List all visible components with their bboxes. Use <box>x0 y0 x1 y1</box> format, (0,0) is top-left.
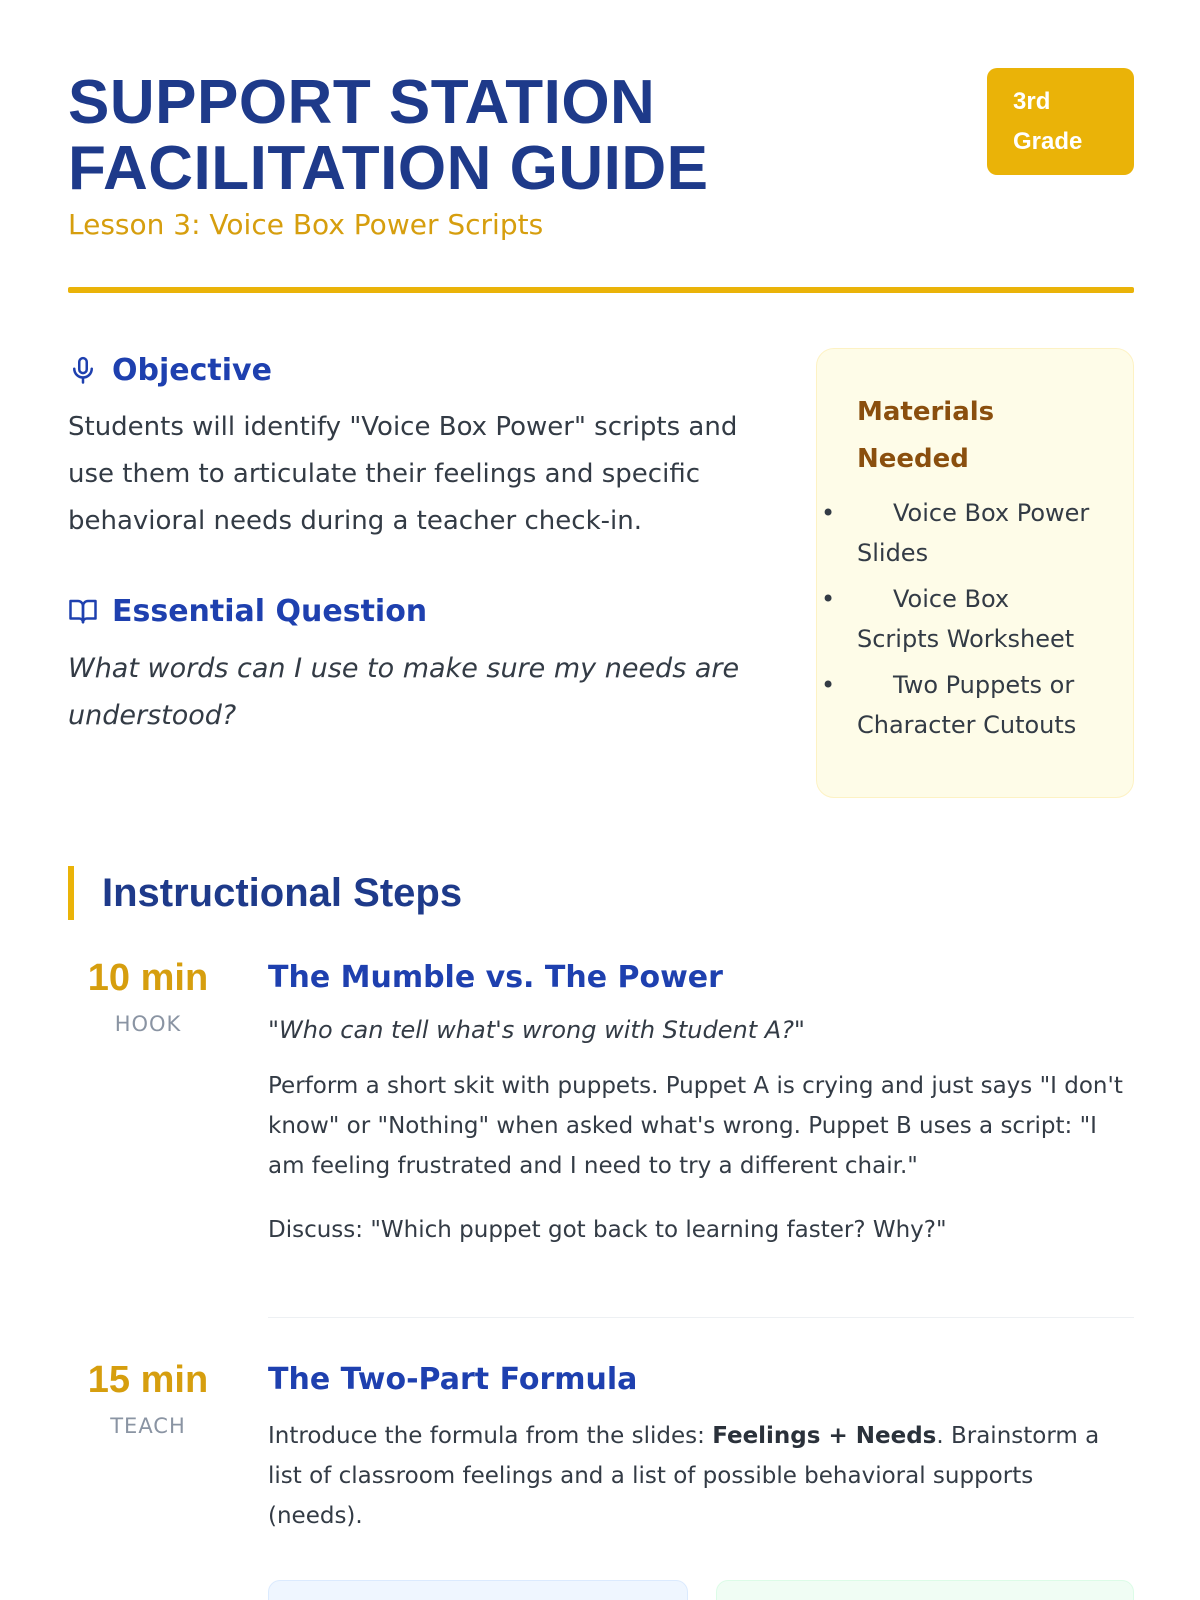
step-tag: HOOK <box>114 1012 182 1036</box>
list-item: • Voice Box Scripts Worksheet <box>857 579 1093 659</box>
essential-question-text: What words can I use to make sure my needs are understood? <box>68 653 740 731</box>
list-item: • Two Puppets or Character Cutouts <box>857 665 1093 745</box>
open-book-icon <box>68 596 98 626</box>
step-tag: TEACH <box>110 1414 186 1438</box>
needs-card <box>716 1580 1134 1600</box>
instructional-steps-heading: Instructional Steps <box>68 866 462 920</box>
time-value: 10 min <box>87 957 209 999</box>
page-header <box>68 70 1134 241</box>
formula-intro: Introduce the formula from the slides: <box>268 1423 713 1449</box>
step-title: The Mumble vs. The Power <box>268 960 723 995</box>
page-title: SUPPORT STATION FACILITATION GUIDE <box>68 68 709 203</box>
materials-heading: Materials Needed <box>857 397 995 474</box>
step-title: The Two-Part Formula <box>268 1362 638 1397</box>
grade-badge: 3rd Grade <box>987 68 1134 175</box>
materials-list <box>857 493 1093 745</box>
essential-question-label: Essential Question <box>112 593 428 629</box>
step-time <box>68 956 228 1036</box>
objective-text: Students will identify "Voice Box Power" scripts and use them to articulate their feelings and specific behavioral needs during a teacher check-in. <box>68 412 738 536</box>
microphone-icon <box>68 355 98 385</box>
feelings-card <box>268 1580 688 1600</box>
step-divider <box>268 1317 1134 1318</box>
formula-rest: . Brainstorm a list of classroom feelings and a list of possible behavioral supports (needs). <box>268 1423 1100 1529</box>
essential-question-heading <box>68 591 778 631</box>
header-divider <box>68 287 1134 293</box>
step-time <box>68 1358 228 1438</box>
step-paragraph: Discuss: "Which puppet got back to learning faster? Why?" <box>268 1217 947 1243</box>
time-value: 15 min <box>87 1359 209 1401</box>
materials-card <box>816 348 1134 798</box>
objective-heading <box>68 350 778 390</box>
step-quote: "Who can tell what's wrong with Student A?" <box>268 1016 805 1044</box>
overview-column <box>68 350 778 739</box>
objective-label: Objective <box>112 352 272 388</box>
lesson-subtitle: Lesson 3: Voice Box Power Scripts <box>68 208 544 241</box>
step-body <box>268 956 1134 1250</box>
step-body <box>268 1358 1134 1536</box>
list-item: • Voice Box Power Slides <box>857 493 1093 573</box>
step-paragraph: Perform a short skit with puppets. Puppet A is crying and just says "I don't know" or "Nothing" when asked what's wrong. Puppet B uses a script: "I am feeling frustrated and I need to try a different chair." <box>268 1073 1123 1179</box>
formula-text: Feelings + Needs <box>712 1423 937 1449</box>
step-paragraph <box>268 1416 1134 1536</box>
